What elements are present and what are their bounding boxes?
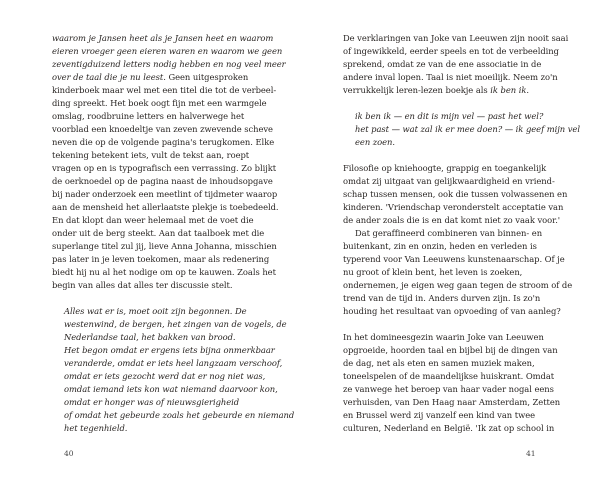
- right-paragraph-3: [343, 227, 573, 318]
- text-line: houding het resultaat van opvoeding of van aanleg?: [343, 306, 561, 316]
- text-line: aan de mensheid het allerlaatste plekje is toebedeeld.: [52, 202, 279, 212]
- text-line: tekening betekent iets, vult de tekst aan, roept: [52, 150, 250, 160]
- text-fragment: .: [526, 85, 529, 95]
- text-line: de dag, net als eten en samen muziek maken,: [343, 358, 535, 368]
- text-line: In het domineesgezin waarin Joke van Leeuwen: [343, 332, 544, 342]
- text-line: begin van alles dat alles ter discussie stelt.: [52, 280, 233, 290]
- text-line: trend van de tijd in. Anders durven zijn. Is zo'n: [343, 293, 541, 303]
- page-number-left: 40: [64, 449, 74, 458]
- text-line: bij nader onderzoek een meetlint of tijdmeter waarop: [52, 189, 278, 199]
- text-line: ding spreekt. Het boek oogt fijn met een warmgele: [52, 98, 267, 108]
- text-line: biedt hij nu al het nodige om op te kauwen. Zoals het: [52, 267, 276, 277]
- page-number-right: 41: [526, 449, 536, 458]
- quote-line: Nederlandse taal, het bakken van brood.: [64, 332, 236, 342]
- quote-line: omdat iemand iets kon wat niemand daarvoor kon,: [64, 384, 278, 394]
- right-paragraph-2: [343, 162, 568, 227]
- text-line: De verklaringen van Joke van Leeuwen zijn nooit saai: [343, 33, 569, 43]
- text-line: vragen op en is typografisch een verrassing. Zo blijkt: [52, 163, 277, 173]
- text-line: eieren vroeger geen eieren waren en waarom we geen: [52, 46, 283, 56]
- text-line: pas later in je leven toekomen, maar als redenering: [52, 254, 270, 264]
- text-line: andere inval lopen. Taal is niet moeilijk. Neem zo'n: [343, 72, 558, 82]
- text-line: sprekend, omdat ze van de ene associatie in de: [343, 59, 542, 69]
- text-line: ze vanwege het beroep van haar vader nogal eens: [343, 384, 554, 394]
- text-line: superlange titel zul jij, lieve Anna Johanna, misschien: [52, 241, 277, 251]
- text-line: En dat klopt dan weer helemaal met de voet die: [52, 215, 254, 225]
- text-line: Filosofie op kniehoogte, grappig en toegankelijk: [343, 163, 547, 173]
- text-line: [343, 84, 551, 97]
- text-line: kinderen. 'Vriendschap veronderstelt acceptatie van: [343, 202, 564, 212]
- paragraph-gap: [343, 97, 551, 110]
- quote-line: ik ben ik — en dit is mijn vel — past het wel?: [355, 111, 544, 121]
- paragraph-gap: [343, 149, 551, 162]
- left-paragraph-1: [52, 32, 286, 292]
- quote-line: westenwind, de bergen, het zingen van de vogels, de: [64, 319, 287, 329]
- text-line: schap tussen mensen, ook die tussen volwassenen en: [343, 189, 568, 199]
- text-line: zeventigduizend letters nodig hebben en nog veel meer: [52, 59, 286, 69]
- left-block-quote: [52, 305, 295, 435]
- text-fragment: verrukkelijk leren-lezen boekje als: [343, 85, 491, 95]
- text-line: verhuisden, van Den Haag naar Amsterdam, Zetten: [343, 397, 561, 407]
- text-line: de ander zoals die is en dat komt niet zo vaak voor.': [343, 215, 561, 225]
- text-line: en Brussel werd zij vanzelf een kind van twee: [343, 410, 536, 420]
- right-paragraph-1: [343, 32, 569, 97]
- right-page: [300, 0, 600, 480]
- paragraph-gap: [52, 292, 257, 305]
- text-line: omslag, roodbruine letters en halverwege het: [52, 111, 245, 121]
- text-line: toneelspelen of de maandelijkse huiskrant. Omdat: [343, 371, 555, 381]
- text-line: buitenkant, zin en onzin, heden en verleden is: [343, 241, 537, 251]
- left-text-column: [52, 32, 295, 435]
- quote-line: het past — wat zal ik er mee doen? — ik geef mijn vel: [355, 124, 580, 134]
- text-line: opgroeide, hoorden taal en bijbel bij de dingen van: [343, 345, 558, 355]
- right-paragraph-4: [343, 331, 561, 435]
- text-line: [52, 71, 257, 84]
- right-block-quote: [343, 110, 580, 149]
- text-line: nu groot of klein bent, het leven is zoeken,: [343, 267, 523, 277]
- quote-line: Het begon omdat er ergens iets bijna onmerkbaar: [64, 345, 275, 355]
- text-fragment: . Geen uitgesproken: [163, 72, 249, 82]
- quote-line: omdat er honger was of nieuwsgierigheid: [64, 397, 240, 407]
- text-line: onder uit de berg steekt. Aan dat taalboek met die: [52, 228, 265, 238]
- book-title-italic: ik ben ik: [490, 85, 527, 95]
- text-line: culturen, Nederland en België. 'Ik zat op school in: [343, 423, 555, 433]
- text-line: kinderboek maar wel met een titel die tot de verbeel-: [52, 85, 277, 95]
- text-line: de oerknoedel op de pagina naast de inhoudsopgave: [52, 176, 273, 186]
- right-text-column: [343, 32, 580, 435]
- quote-line: omdat er iets gezocht werd dat er nog niet was,: [64, 371, 266, 381]
- quote-line: veranderde, omdat er iets heel langzaam verschoof,: [64, 358, 283, 368]
- quote-line: Alles wat er is, moet ooit zijn begonnen. De: [64, 306, 247, 316]
- quote-line: het tegenhield.: [64, 423, 128, 433]
- text-line: waarom je Jansen heet als je Jansen heet en waarom: [52, 33, 274, 43]
- quote-line: een zoen.: [355, 137, 395, 147]
- text-line: voorblad een knoedeltje van zeven zwevende scheve: [52, 124, 273, 134]
- text-line: Dat geraffineerd combineren van binnen- en: [355, 228, 543, 238]
- text-line: neven die op de volgende pagina's terugkomen. Elke: [52, 137, 275, 147]
- text-line: ondernemen, je eigen weg gaan tegen de stroom of de: [343, 280, 573, 290]
- text-line: of ingewikkeld, eerder speels en tot de verbeelding: [343, 46, 559, 56]
- paragraph-gap: [343, 318, 551, 331]
- text-line: typerend voor Van Leeuwens kunstenaarschap. Of je: [343, 254, 565, 264]
- book-title-italic: over de taal die je nu leest: [52, 72, 164, 82]
- text-line: omdat zij uitgaat van gelijkwaardigheid en vriend-: [343, 176, 555, 186]
- quote-line: of omdat het gebeurde zoals het gebeurde en niemand: [64, 410, 295, 420]
